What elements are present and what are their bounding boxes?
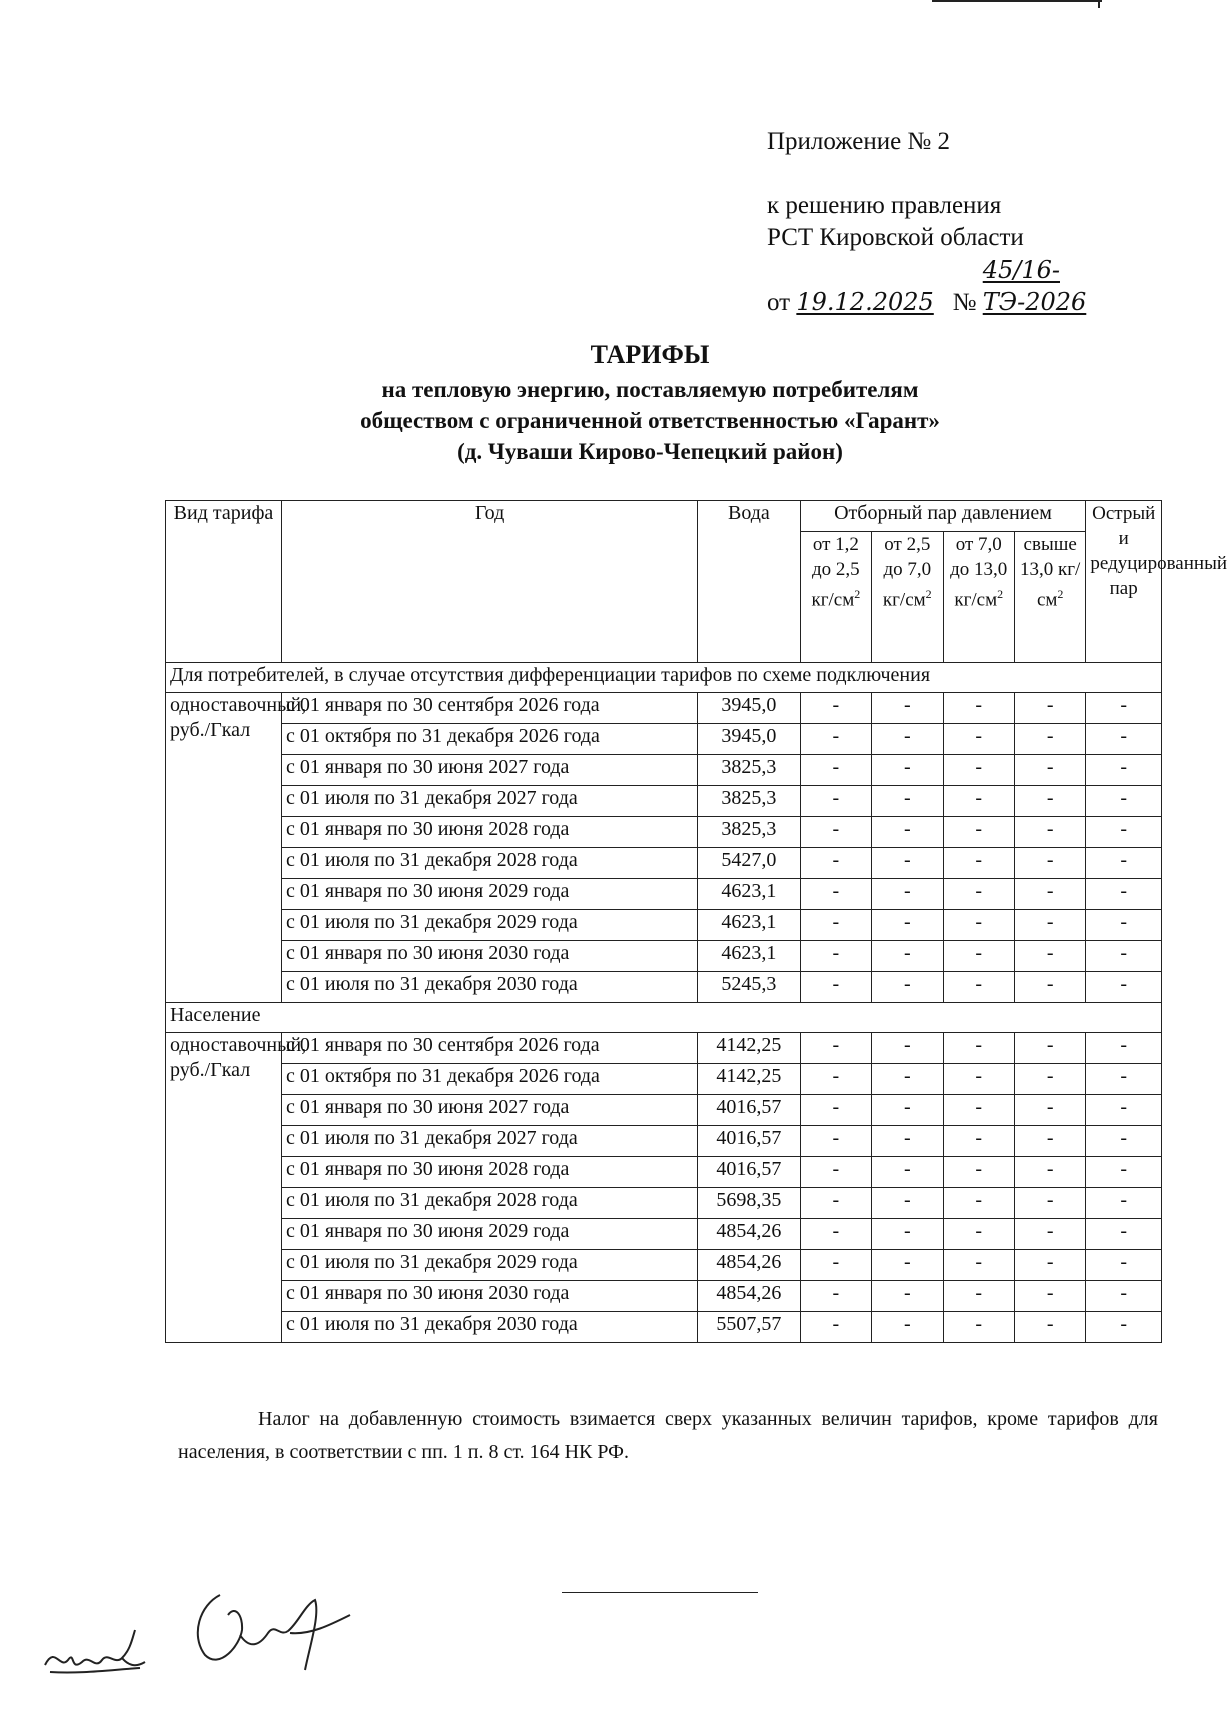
period-cell: с 01 июля по 31 декабря 2027 года (281, 786, 697, 817)
empty-tariff-cell: - (800, 1188, 871, 1219)
decision-date: 19.12.2025 (796, 288, 934, 316)
empty-tariff-cell: - (1014, 1250, 1085, 1281)
subtitle-line-3: (д. Чуваши Кирово-Чепецкий район) (457, 439, 843, 464)
water-tariff-cell: 5698,35 (698, 1188, 800, 1219)
period-cell: с 01 января по 30 июня 2029 года (281, 879, 697, 910)
table-row (166, 910, 1162, 941)
water-tariff-cell: 4623,1 (698, 910, 800, 941)
empty-tariff-cell: - (943, 1281, 1014, 1312)
section-title: Население (166, 1003, 1162, 1033)
empty-tariff-cell: - (1086, 972, 1162, 1003)
subtitle-line-1: на тепловую энергию, поставляемую потребителям (381, 377, 919, 402)
empty-tariff-cell: - (872, 1095, 943, 1126)
water-tariff-cell: 4854,26 (698, 1281, 800, 1312)
table-row (166, 817, 1162, 848)
water-tariff-cell: 3825,3 (698, 817, 800, 848)
period-cell: с 01 июля по 31 декабря 2028 года (281, 848, 697, 879)
header-pressure-1: от 1,2 до 2,5 $кг/см^2$ (800, 532, 871, 663)
empty-tariff-cell: - (800, 1033, 871, 1064)
empty-tariff-cell: - (1086, 1095, 1162, 1126)
empty-tariff-cell: - (943, 1219, 1014, 1250)
empty-tariff-cell: - (800, 1126, 871, 1157)
water-tariff-cell: 5245,3 (698, 972, 800, 1003)
table-row (166, 941, 1162, 972)
empty-tariff-cell: - (872, 941, 943, 972)
header-kind: Вид тарифа (166, 501, 282, 663)
table-row (166, 693, 1162, 724)
empty-tariff-cell: - (1086, 693, 1162, 724)
empty-tariff-cell: - (1014, 724, 1085, 755)
period-cell: с 01 июля по 31 декабря 2029 года (281, 910, 697, 941)
empty-tariff-cell: - (872, 1033, 943, 1064)
empty-tariff-cell: - (872, 786, 943, 817)
empty-tariff-cell: - (943, 1312, 1014, 1343)
period-cell: с 01 января по 30 июня 2030 года (281, 941, 697, 972)
empty-tariff-cell: - (1086, 848, 1162, 879)
empty-tariff-cell: - (1014, 1312, 1085, 1343)
empty-tariff-cell: - (943, 724, 1014, 755)
empty-tariff-cell: - (1014, 1095, 1085, 1126)
empty-tariff-cell: - (872, 1281, 943, 1312)
empty-tariff-cell: - (872, 1126, 943, 1157)
empty-tariff-cell: - (800, 1095, 871, 1126)
empty-tariff-cell: - (1014, 879, 1085, 910)
period-cell: с 01 января по 30 сентября 2026 года (281, 693, 697, 724)
period-cell: с 01 июля по 31 декабря 2030 года (281, 1312, 697, 1343)
empty-tariff-cell: - (943, 879, 1014, 910)
water-tariff-cell: 4623,1 (698, 941, 800, 972)
period-cell: с 01 января по 30 июня 2027 года (281, 1095, 697, 1126)
empty-tariff-cell: - (1086, 817, 1162, 848)
empty-tariff-cell: - (800, 1312, 871, 1343)
empty-tariff-cell: - (943, 786, 1014, 817)
table-row (166, 1095, 1162, 1126)
empty-tariff-cell: - (872, 1219, 943, 1250)
table-row (166, 972, 1162, 1003)
empty-tariff-cell: - (872, 910, 943, 941)
tax-note: Налог на добавленную стоимость взимается сверх указанных величин тарифов, кроме тарифов для населения, в соответствии с пп. 1 п. 8 ст. 164 НК РФ. (178, 1408, 1158, 1463)
empty-tariff-cell: - (1086, 1188, 1162, 1219)
empty-tariff-cell: - (800, 972, 871, 1003)
tariff-kind: одноставочный, руб./Гкал (166, 1033, 282, 1343)
empty-tariff-cell: - (800, 724, 871, 755)
water-tariff-cell: 4016,57 (698, 1126, 800, 1157)
empty-tariff-cell: - (943, 972, 1014, 1003)
empty-tariff-cell: - (800, 817, 871, 848)
table-row (166, 1033, 1162, 1064)
empty-tariff-cell: - (1086, 755, 1162, 786)
top-edge-tick (1098, 0, 1100, 8)
header-water: Вода (698, 501, 800, 663)
empty-tariff-cell: - (1014, 693, 1085, 724)
empty-tariff-cell: - (1086, 1126, 1162, 1157)
period-cell: с 01 октября по 31 декабря 2026 года (281, 1064, 697, 1095)
empty-tariff-cell: - (1086, 786, 1162, 817)
period-cell: с 01 января по 30 сентября 2026 года (281, 1033, 697, 1064)
empty-tariff-cell: - (872, 693, 943, 724)
empty-tariff-cell: - (800, 879, 871, 910)
section-title: Для потребителей, в случае отсутствия дифференциации тарифов по схеме подключения (166, 663, 1162, 693)
empty-tariff-cell: - (943, 910, 1014, 941)
empty-tariff-cell: - (872, 724, 943, 755)
empty-tariff-cell: - (1014, 786, 1085, 817)
empty-tariff-cell: - (1086, 941, 1162, 972)
table-row (166, 1219, 1162, 1250)
period-cell: с 01 июля по 31 декабря 2027 года (281, 1126, 697, 1157)
period-cell: с 01 октября по 31 декабря 2026 года (281, 724, 697, 755)
decision-line-1: к решению правления (767, 192, 1002, 219)
table-row (166, 879, 1162, 910)
water-tariff-cell: 4854,26 (698, 1219, 800, 1250)
empty-tariff-cell: - (872, 1312, 943, 1343)
empty-tariff-cell: - (872, 879, 943, 910)
empty-tariff-cell: - (1014, 941, 1085, 972)
empty-tariff-cell: - (872, 1157, 943, 1188)
table-row (166, 1281, 1162, 1312)
header-pressure-2: от 2,5 до 7,0 $кг/см^2$ (872, 532, 943, 663)
empty-tariff-cell: - (800, 1281, 871, 1312)
decision-block (767, 190, 1153, 319)
empty-tariff-cell: - (1014, 1188, 1085, 1219)
empty-tariff-cell: - (943, 1064, 1014, 1095)
water-tariff-cell: 4142,25 (698, 1064, 800, 1095)
empty-tariff-cell: - (943, 693, 1014, 724)
empty-tariff-cell: - (943, 1250, 1014, 1281)
empty-tariff-cell: - (943, 1157, 1014, 1188)
water-tariff-cell: 4623,1 (698, 879, 800, 910)
table-row (166, 848, 1162, 879)
empty-tariff-cell: - (1086, 1281, 1162, 1312)
empty-tariff-cell: - (800, 1064, 871, 1095)
empty-tariff-cell: - (1086, 1064, 1162, 1095)
empty-tariff-cell: - (872, 817, 943, 848)
empty-tariff-cell: - (943, 755, 1014, 786)
period-cell: с 01 января по 30 июня 2028 года (281, 1157, 697, 1188)
water-tariff-cell: 5427,0 (698, 848, 800, 879)
date-prefix: от (767, 289, 791, 316)
empty-tariff-cell: - (943, 1188, 1014, 1219)
decision-number: 45/16-ТЭ-2026 (982, 256, 1087, 316)
empty-tariff-cell: - (1086, 724, 1162, 755)
header-pressure-3: от 7,0 до 13,0 $кг/см^2$ (943, 532, 1014, 663)
header-sharp-steam: Острый и редуцированный пар (1086, 501, 1162, 663)
empty-tariff-cell: - (872, 972, 943, 1003)
empty-tariff-cell: - (943, 1095, 1014, 1126)
header-pressure-4: свыше 13,0 $кг/см^2$ (1014, 532, 1085, 663)
period-cell: с 01 июля по 31 декабря 2029 года (281, 1250, 697, 1281)
decision-date-line (767, 254, 1153, 319)
empty-tariff-cell: - (1014, 817, 1085, 848)
empty-tariff-cell: - (1014, 755, 1085, 786)
table-row (166, 1312, 1162, 1343)
empty-tariff-cell: - (1086, 1033, 1162, 1064)
water-tariff-cell: 4016,57 (698, 1157, 800, 1188)
water-tariff-cell: 3945,0 (698, 724, 800, 755)
empty-tariff-cell: - (1086, 1219, 1162, 1250)
document-subtitle (150, 374, 1150, 467)
period-cell: с 01 июля по 31 декабря 2028 года (281, 1188, 697, 1219)
closing-line (562, 1592, 758, 1593)
empty-tariff-cell: - (943, 817, 1014, 848)
empty-tariff-cell: - (1014, 1219, 1085, 1250)
appendix-label: Приложение № 2 (767, 128, 951, 155)
empty-tariff-cell: - (800, 786, 871, 817)
table-row (166, 755, 1162, 786)
empty-tariff-cell: - (1086, 1157, 1162, 1188)
empty-tariff-cell: - (1014, 972, 1085, 1003)
subtitle-line-2: обществом с ограниченной ответственностью «Гарант» (360, 408, 940, 433)
empty-tariff-cell: - (1014, 1064, 1085, 1095)
empty-tariff-cell: - (1014, 1126, 1085, 1157)
empty-tariff-cell: - (1014, 1281, 1085, 1312)
table-row (166, 724, 1162, 755)
empty-tariff-cell: - (800, 941, 871, 972)
table-row (166, 786, 1162, 817)
water-tariff-cell: 4016,57 (698, 1095, 800, 1126)
empty-tariff-cell: - (800, 910, 871, 941)
empty-tariff-cell: - (943, 941, 1014, 972)
empty-tariff-cell: - (872, 1064, 943, 1095)
empty-tariff-cell: - (872, 755, 943, 786)
initials-signature-image (40, 1610, 160, 1690)
empty-tariff-cell: - (800, 755, 871, 786)
period-cell: с 01 января по 30 июня 2030 года (281, 1281, 697, 1312)
empty-tariff-cell: - (1086, 879, 1162, 910)
empty-tariff-cell: - (943, 1033, 1014, 1064)
top-edge-line (932, 0, 1102, 2)
empty-tariff-cell: - (800, 1157, 871, 1188)
header-steam-group: Отборный пар давлением (800, 501, 1086, 532)
table-row (166, 1250, 1162, 1281)
tariff-kind: одноставочный, руб./Гкал (166, 693, 282, 1003)
empty-tariff-cell: - (800, 1250, 871, 1281)
water-tariff-cell: 3825,3 (698, 786, 800, 817)
empty-tariff-cell: - (872, 1188, 943, 1219)
empty-tariff-cell: - (1014, 848, 1085, 879)
decision-line-2: РСТ Кировской области (767, 224, 1024, 251)
table-row (166, 1157, 1162, 1188)
number-prefix: № (952, 289, 977, 316)
empty-tariff-cell: - (1086, 910, 1162, 941)
header-year: Год (281, 501, 697, 663)
empty-tariff-cell: - (872, 848, 943, 879)
water-tariff-cell: 4854,26 (698, 1250, 800, 1281)
empty-tariff-cell: - (872, 1250, 943, 1281)
empty-tariff-cell: - (800, 848, 871, 879)
empty-tariff-cell: - (943, 848, 1014, 879)
period-cell: с 01 января по 30 июня 2029 года (281, 1219, 697, 1250)
table-row (166, 1064, 1162, 1095)
empty-tariff-cell: - (1014, 1033, 1085, 1064)
empty-tariff-cell: - (800, 1219, 871, 1250)
document-title: ТАРИФЫ (590, 340, 710, 369)
water-tariff-cell: 3825,3 (698, 755, 800, 786)
empty-tariff-cell: - (1086, 1250, 1162, 1281)
empty-tariff-cell: - (943, 1126, 1014, 1157)
handwritten-signature-image (180, 1575, 360, 1685)
period-cell: с 01 января по 30 июня 2028 года (281, 817, 697, 848)
empty-tariff-cell: - (800, 693, 871, 724)
water-tariff-cell: 5507,57 (698, 1312, 800, 1343)
period-cell: с 01 июля по 31 декабря 2030 года (281, 972, 697, 1003)
empty-tariff-cell: - (1014, 1157, 1085, 1188)
empty-tariff-cell: - (1086, 1312, 1162, 1343)
table-row (166, 1126, 1162, 1157)
empty-tariff-cell: - (1014, 910, 1085, 941)
tariff-body (166, 663, 1162, 1343)
table-row (166, 1188, 1162, 1219)
water-tariff-cell: 4142,25 (698, 1033, 800, 1064)
tariff-table (165, 500, 1227, 1343)
water-tariff-cell: 3945,0 (698, 693, 800, 724)
period-cell: с 01 января по 30 июня 2027 года (281, 755, 697, 786)
